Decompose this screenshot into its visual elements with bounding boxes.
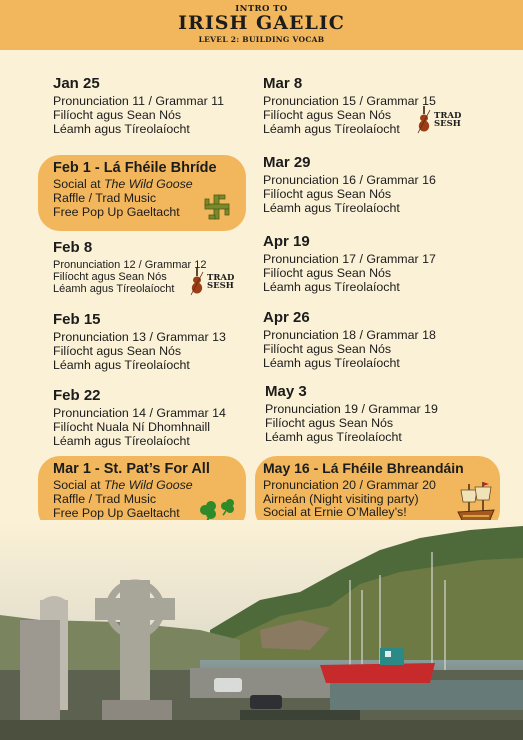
fiddle-icon xyxy=(417,106,431,134)
entry-line: Pronunciation 16 / Grammar 16 xyxy=(263,172,436,187)
entry-date: Mar 29 xyxy=(263,154,311,171)
venue-name: The Wild Goose xyxy=(103,177,193,192)
schedule-entry-mar-1 xyxy=(53,461,210,521)
page-subtitle: LEVEL 2: BUILDING VOCAB xyxy=(198,35,325,44)
entry-line: Pronunciation 12 / Grammar 12 xyxy=(53,258,207,271)
page-title: IRISH GAELIC xyxy=(178,12,345,34)
entry-date: Feb 22 xyxy=(53,387,101,404)
entry-line: Raffle / Trad Music xyxy=(53,191,157,206)
entry-line: Filíocht agus Sean Nós xyxy=(53,107,182,122)
brigid-cross-icon xyxy=(203,193,231,221)
schedule-entry-feb-8 xyxy=(53,240,206,296)
entry-line: Airneán (Night visiting party) xyxy=(263,491,419,506)
entry-line: Social at The Wild Goose xyxy=(53,478,193,493)
entry-date: Feb 15 xyxy=(53,311,101,328)
schedule-entry-jan-25 xyxy=(53,76,224,136)
entry-line: Léamh agus Tíreolaíocht xyxy=(53,357,190,372)
title-kicker: INTRO TO xyxy=(235,4,288,14)
entry-line: Pronunciation 14 / Grammar 14 xyxy=(53,405,226,420)
entry-line: Léamh agus Tíreolaíocht xyxy=(263,279,400,294)
entry-line: Filíocht agus Sean Nós xyxy=(263,341,392,356)
entry-line: Léamh agus Tíreolaíocht xyxy=(53,433,190,448)
entry-line: Raffle / Trad Music xyxy=(53,492,157,507)
entry-date: May 3 xyxy=(265,383,307,400)
entry-line: Filíocht agus Sean Nós xyxy=(263,186,392,201)
entry-line: Léamh agus Tíreolaíocht xyxy=(265,429,402,444)
schedule-entry-feb-22 xyxy=(53,388,226,448)
schedule-entry-feb-15 xyxy=(53,312,226,372)
venue-name: The Wild Goose xyxy=(103,478,193,493)
harbor-landscape-photo xyxy=(0,520,523,740)
entry-line: Free Pop Up Gaeltacht xyxy=(53,506,180,521)
fiddle-icon xyxy=(190,268,204,296)
trad-sesh-label: TRAD SESH xyxy=(207,272,235,291)
entry-line: Free Pop Up Gaeltacht xyxy=(53,205,180,220)
entry-line: Filíocht agus Sean Nós xyxy=(265,415,394,430)
entry-line: Social at Ernie O’Malley’s! xyxy=(263,505,407,520)
schedule-entry-apr-26 xyxy=(263,310,436,370)
entry-date: Apr 26 xyxy=(263,309,310,326)
trad-sesh-badge xyxy=(190,268,237,296)
schedule-entry-may-3 xyxy=(265,384,438,444)
schedule-entry-may-16 xyxy=(263,461,464,520)
entry-line: Léamh agus Tíreolaíocht xyxy=(263,121,400,136)
entry-line: Pronunciation 18 / Grammar 18 xyxy=(263,327,436,342)
entry-line: Léamh agus Tíreolaíocht xyxy=(263,355,400,370)
schedule-entry-feb-1 xyxy=(53,160,217,220)
entry-date: Apr 19 xyxy=(263,233,310,250)
title-banner xyxy=(0,0,523,50)
schedule-entry-mar-8 xyxy=(263,76,436,136)
entry-line: Pronunciation 19 / Grammar 19 xyxy=(265,401,438,416)
entry-line: Pronunciation 13 / Grammar 13 xyxy=(53,329,226,344)
entry-line: Léamh agus Tíreolaíocht xyxy=(263,200,400,215)
entry-line: Léamh agus Tíreolaíocht xyxy=(53,283,175,296)
entry-line: Filíocht Nuala Ní Dhomhnaill xyxy=(53,419,211,434)
schedule-entry-apr-19 xyxy=(263,234,436,294)
entry-line: Pronunciation 11 / Grammar 11 xyxy=(53,93,225,108)
trad-sesh-label: TRAD SESH xyxy=(434,110,462,129)
entry-date: Jan 25 xyxy=(53,75,100,92)
entry-date: Mar 1 - St. Pat’s For All xyxy=(53,461,210,477)
entry-line: Léamh agus Tíreolaíocht xyxy=(53,121,190,136)
entry-line: Filíocht agus Sean Nós xyxy=(263,107,392,122)
entry-line: Filíocht agus Sean Nós xyxy=(263,265,392,280)
entry-date: Feb 1 - Lá Fhéile Bhríde xyxy=(53,160,217,176)
entry-line: Pronunciation 15 / Grammar 15 xyxy=(263,93,436,108)
entry-date: Feb 8 xyxy=(53,239,93,256)
entry-line: Filíocht agus Sean Nós xyxy=(53,343,182,358)
entry-line: Social at The Wild Goose xyxy=(53,177,193,192)
entry-date: May 16 - Lá Fhéile Bhreandáin xyxy=(263,460,464,476)
entry-line: Pronunciation 17 / Grammar 17 xyxy=(263,251,436,266)
entry-line: Filíocht agus Sean Nós xyxy=(53,271,167,284)
entry-date: Mar 8 xyxy=(263,75,303,92)
entry-line: Pronunciation 20 / Grammar 20 xyxy=(263,477,436,492)
schedule-entry-mar-29 xyxy=(263,155,436,215)
trad-sesh-badge xyxy=(417,106,464,134)
